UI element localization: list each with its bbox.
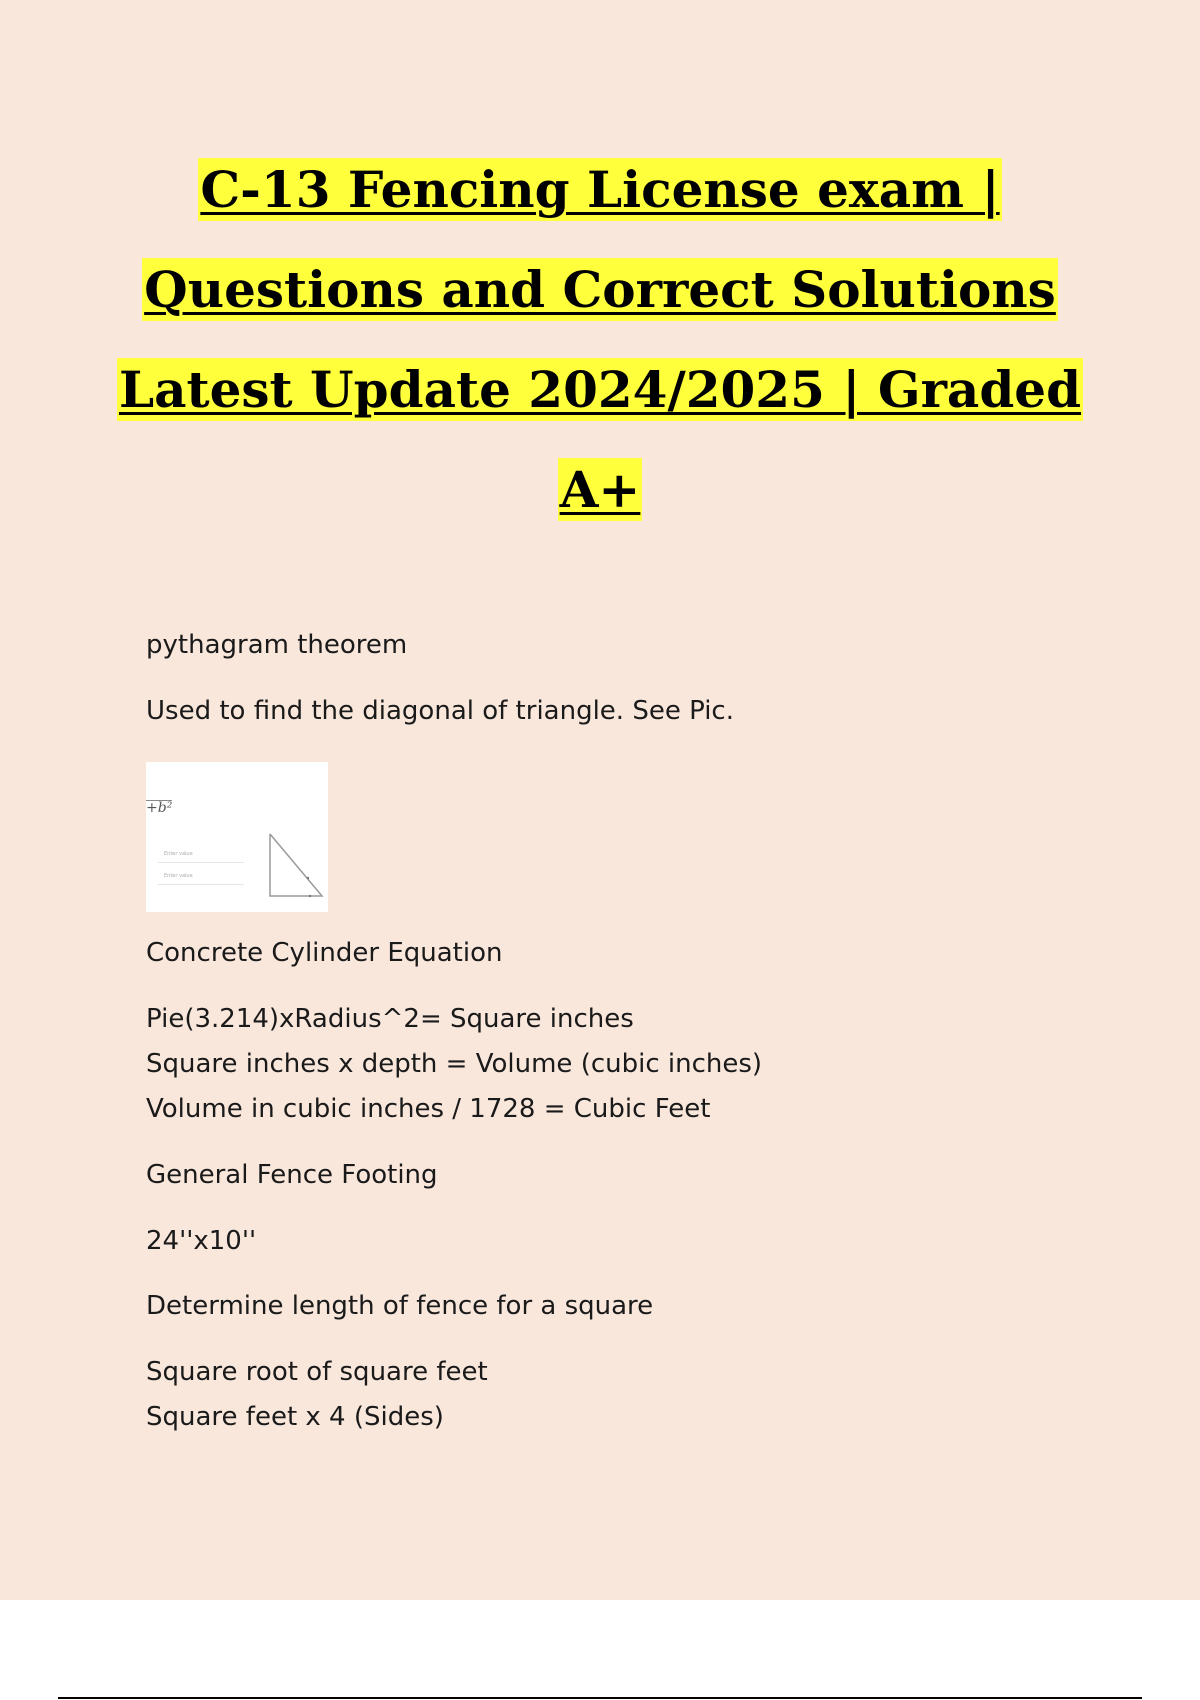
answer-square-fence-line: Square feet x 4 (Sides) (146, 1402, 444, 1432)
answer-concrete-cylinder-line: Pie(3.214)xRadius^2= Square inches (146, 1004, 634, 1034)
title-line-text: C-13 Fencing License exam | (200, 160, 1000, 219)
question-pythagoras: pythagram theorem (146, 630, 408, 660)
answer-square-fence-line: Square root of square feet (146, 1357, 488, 1387)
answer-fence-footing: 24''x10'' (146, 1226, 257, 1256)
title-line (0, 340, 1200, 440)
question-fence-footing: General Fence Footing (146, 1160, 438, 1190)
title-line (0, 140, 1200, 240)
title-line (0, 440, 1200, 540)
pythagorean-calculator-image (146, 762, 328, 912)
document-title (0, 140, 1200, 540)
title-line-text: A+ (559, 460, 641, 519)
right-triangle-icon (268, 832, 324, 902)
title-line (0, 240, 1200, 340)
question-square-fence-length: Determine length of fence for a square (146, 1291, 654, 1321)
answer-concrete-cylinder-line: Volume in cubic inches / 1728 = Cubic Feet (146, 1094, 711, 1124)
formula-fragment: +b² (146, 800, 173, 816)
footer-rule (58, 1697, 1142, 1699)
value-field: Enter value (158, 846, 244, 863)
title-line-text: Latest Update 2024/2025 | Graded (118, 360, 1082, 419)
answer-concrete-cylinder-line: Square inches x depth = Volume (cubic inches) (146, 1049, 763, 1079)
value-field: Enter value (158, 868, 244, 885)
question-concrete-cylinder: Concrete Cylinder Equation (146, 938, 503, 968)
answer-pythagoras: Used to find the diagonal of triangle. See Pic. (146, 696, 734, 726)
title-line-text: Questions and Correct Solutions (144, 260, 1056, 319)
